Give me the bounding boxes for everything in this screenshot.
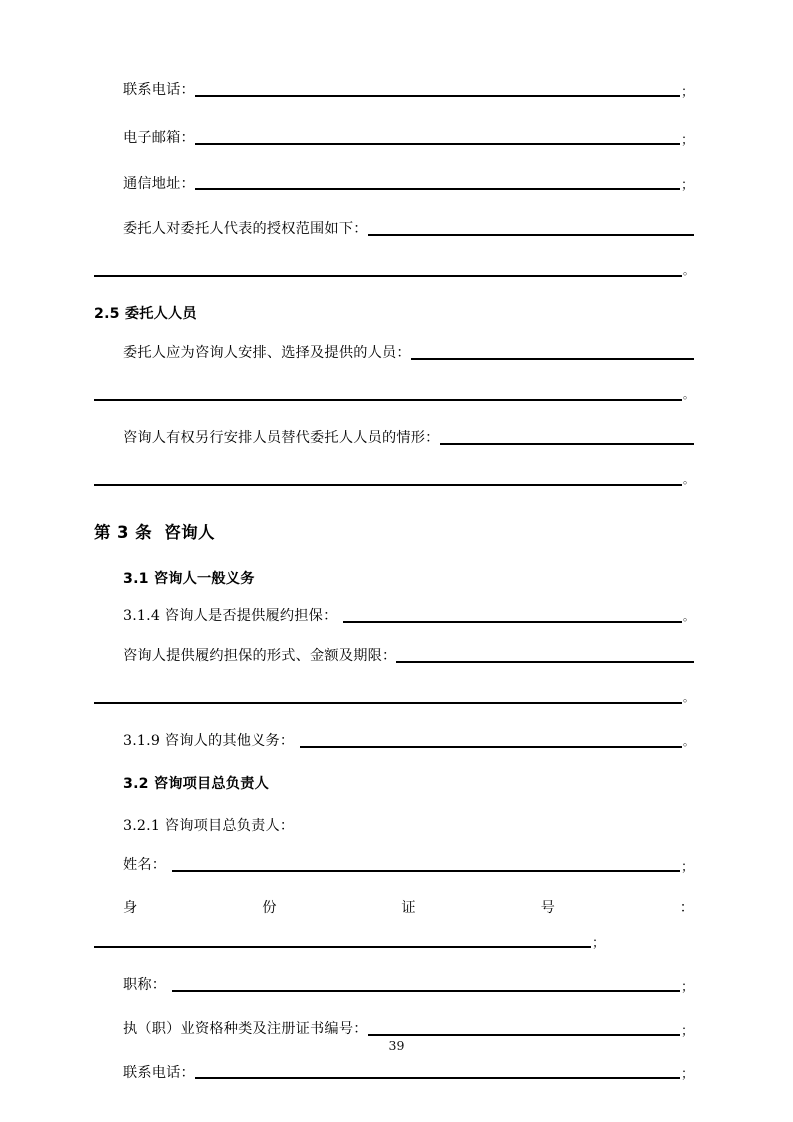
- spacer: [94, 100, 694, 130]
- spacer: [94, 404, 694, 430]
- authorization-scope-input-line2[interactable]: [94, 275, 682, 277]
- spacer: [94, 193, 694, 221]
- field-row-mailing-address: [94, 176, 694, 194]
- title-input[interactable]: [172, 990, 680, 992]
- period-mark: 。: [683, 387, 694, 401]
- semicolon-mark: ；: [680, 979, 694, 995]
- contact-phone-2-label: 联系电话：: [123, 1064, 195, 1081]
- spacer: [94, 239, 694, 265]
- spacer: [94, 323, 694, 345]
- qualification-input[interactable]: [368, 1034, 680, 1036]
- email-input[interactable]: [195, 143, 680, 145]
- guarantee-terms-continuation: [94, 692, 694, 707]
- semicolon-mark: ；: [592, 936, 606, 952]
- email-label: 电子邮箱：: [123, 129, 195, 146]
- client-personnel-input-line2[interactable]: [94, 399, 682, 401]
- item-3-2-1-wrap: [94, 815, 694, 836]
- field-row-qualification: [94, 1021, 694, 1039]
- id-number-input[interactable]: [94, 946, 591, 948]
- id-char-4: 号: [540, 900, 555, 917]
- performance-guarantee-terms-input-line2[interactable]: [94, 702, 682, 704]
- period-mark: 。: [683, 734, 694, 748]
- client-personnel-label: 委托人应为咨询人安排、选择及提供的人员：: [123, 345, 411, 362]
- heading-section-3-1: 3.1 咨询人一般义务: [123, 571, 255, 588]
- period-mark: 。: [683, 264, 694, 277]
- name-label: 姓名：: [123, 857, 167, 874]
- other-obligations-input[interactable]: [300, 746, 682, 748]
- heading-article-3: 第 3 条 咨询人: [94, 522, 215, 542]
- period-mark: 。: [683, 690, 694, 704]
- field-row-name: [94, 857, 694, 875]
- mailing-address-label: 通信地址：: [123, 175, 195, 192]
- qualification-label: 执（职）业资格种类及注册证书编号：: [123, 1020, 368, 1037]
- id-char-3: 证: [401, 900, 416, 917]
- authorization-scope-continuation: [94, 265, 694, 280]
- field-row-3-1-9: [94, 733, 694, 751]
- item-3-1-4-label: 3.1.4 咨询人是否提供履约担保：: [123, 608, 338, 625]
- spacer: [94, 835, 694, 857]
- field-row-authorization-scope: [94, 221, 694, 239]
- semicolon-mark: ；: [680, 132, 694, 148]
- semicolon-mark: ；: [680, 84, 694, 100]
- page-footer: [0, 1038, 793, 1053]
- field-row-consultant-replace: [94, 430, 694, 448]
- client-personnel-continuation: [94, 389, 694, 404]
- spacer: [94, 995, 694, 1021]
- field-row-title: [94, 977, 694, 995]
- semicolon-mark: ；: [680, 1067, 694, 1083]
- page-number: 39: [388, 1038, 405, 1053]
- id-char-colon: ：: [679, 900, 694, 917]
- heading-section-3-2: 3.2 咨询项目总负责人: [123, 775, 269, 792]
- field-row-3-1-4: [94, 608, 694, 626]
- heading-section-3-1-wrap: [94, 568, 694, 588]
- page-content: [94, 82, 694, 1082]
- semicolon-mark: ；: [680, 1023, 694, 1039]
- field-row-contact-phone-2: [94, 1065, 694, 1083]
- spacer: [94, 363, 694, 389]
- id-number-label-row: [94, 897, 694, 917]
- consultant-replace-label: 咨询人有权另行安排人员替代委托人人员的情形：: [123, 429, 440, 446]
- period-mark: 。: [683, 472, 694, 486]
- field-row-guarantee-terms: [94, 648, 694, 666]
- spacer: [94, 917, 694, 937]
- performance-guarantee-label: 咨询人提供履约担保的形式、金额及期限：: [123, 648, 397, 665]
- client-personnel-input[interactable]: [411, 358, 694, 360]
- field-row-contact-phone: [94, 82, 694, 100]
- item-3-1-9-label: 3.1.9 咨询人的其他义务：: [123, 732, 295, 749]
- id-char-2: 份: [262, 900, 277, 917]
- mailing-address-input[interactable]: [195, 188, 680, 190]
- spacer: [94, 793, 694, 815]
- id-char-1: 身: [123, 900, 138, 917]
- consultant-replace-input[interactable]: [440, 443, 694, 445]
- spacer: [94, 148, 694, 176]
- spacer: [94, 666, 694, 692]
- performance-guarantee-answer-input[interactable]: [343, 621, 682, 623]
- spacer: [94, 588, 694, 608]
- name-input[interactable]: [172, 870, 680, 872]
- spacer: [94, 707, 694, 733]
- semicolon-mark: ；: [680, 178, 694, 194]
- authorization-scope-label: 委托人对委托人代表的授权范围如下：: [123, 221, 368, 238]
- spacer: [94, 626, 694, 648]
- spacer: [94, 951, 694, 977]
- spacer: [94, 875, 694, 897]
- heading-section-3-2-wrap: [94, 773, 694, 793]
- spacer: [94, 448, 694, 474]
- spacer: [94, 542, 694, 568]
- spacer: [94, 751, 694, 773]
- field-row-email: [94, 130, 694, 148]
- id-number-continuation: [94, 937, 694, 951]
- contact-phone-input[interactable]: [195, 95, 680, 97]
- field-row-client-personnel: [94, 345, 694, 363]
- contact-phone-label: 联系电话：: [123, 82, 195, 98]
- heading-section-2-5: 2.5 委托人人员: [94, 306, 197, 322]
- item-3-2-1-label: 3.2.1 咨询项目总负责人：: [123, 817, 295, 834]
- contact-phone-2-input[interactable]: [195, 1077, 680, 1079]
- performance-guarantee-terms-input[interactable]: [396, 661, 694, 663]
- consultant-replace-input-line2[interactable]: [94, 484, 682, 486]
- authorization-scope-input[interactable]: [368, 234, 694, 236]
- consultant-replace-continuation: [94, 474, 694, 489]
- spacer: [94, 280, 694, 306]
- spacer: [94, 489, 694, 523]
- period-mark: 。: [683, 610, 694, 624]
- title-label: 职称：: [123, 977, 167, 994]
- semicolon-mark: ；: [680, 860, 694, 876]
